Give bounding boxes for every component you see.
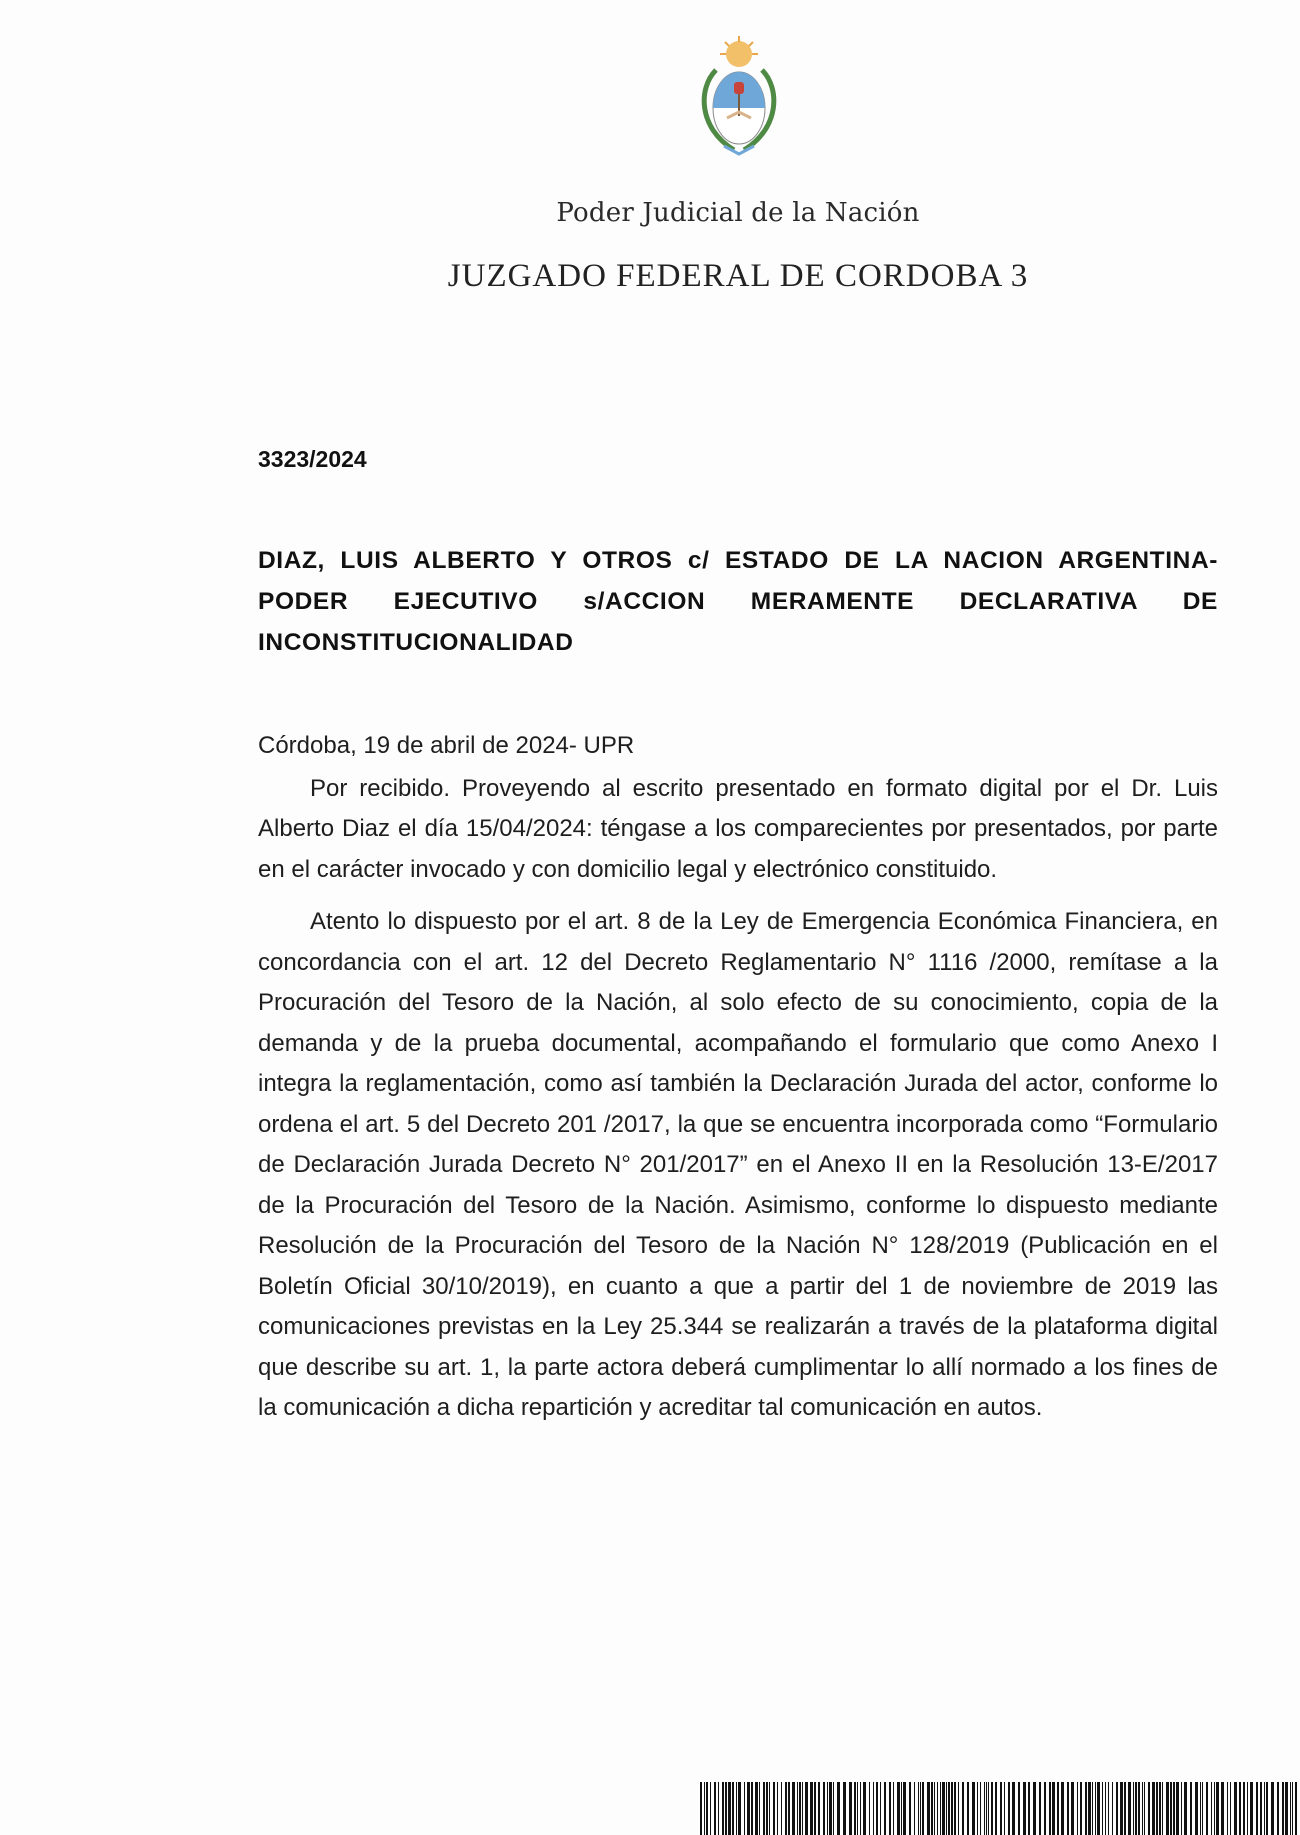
barcode-bar bbox=[1142, 1782, 1143, 1835]
barcode-bar bbox=[1092, 1782, 1093, 1835]
barcode-bar bbox=[1200, 1782, 1201, 1835]
barcode-bar bbox=[884, 1782, 886, 1835]
barcode-bar bbox=[873, 1782, 874, 1835]
barcode-bar bbox=[1221, 1782, 1224, 1835]
barcode-bar bbox=[889, 1782, 891, 1835]
barcode-bar bbox=[1095, 1782, 1096, 1835]
place-date: Córdoba, 19 de abril de 2024- UPR bbox=[258, 732, 635, 759]
barcode-bar bbox=[984, 1782, 985, 1835]
barcode-bar bbox=[1148, 1782, 1150, 1835]
barcode-bar bbox=[863, 1782, 866, 1835]
barcode-bar bbox=[1295, 1782, 1297, 1835]
barcode-bar bbox=[920, 1782, 921, 1835]
barcode-bar bbox=[1184, 1782, 1187, 1835]
barcode-bar bbox=[736, 1782, 737, 1835]
barcode-bar bbox=[837, 1782, 840, 1835]
barcode-bar bbox=[1085, 1782, 1087, 1835]
barcode-bar bbox=[1190, 1782, 1192, 1835]
barcode-bar bbox=[1264, 1782, 1265, 1835]
barcode-bar bbox=[977, 1782, 978, 1835]
barcode-bar bbox=[738, 1782, 741, 1835]
barcode-bar bbox=[732, 1782, 734, 1835]
barcode-bar bbox=[1156, 1782, 1158, 1835]
barcode-bar bbox=[1290, 1782, 1291, 1835]
barcode-bar bbox=[1071, 1782, 1074, 1835]
barcode-bar bbox=[769, 1782, 770, 1835]
barcode-bar bbox=[857, 1782, 858, 1835]
barcode-bar bbox=[1097, 1782, 1100, 1835]
barcode-bar bbox=[773, 1782, 775, 1835]
barcode-bar bbox=[914, 1782, 915, 1835]
barcode-bar bbox=[1102, 1782, 1103, 1835]
barcode-bar bbox=[1133, 1782, 1134, 1835]
barcode-bar bbox=[1250, 1782, 1253, 1835]
barcode-bar bbox=[823, 1782, 825, 1835]
barcode-bar bbox=[805, 1782, 808, 1835]
barcode-bar bbox=[940, 1782, 941, 1835]
barcode-bar bbox=[777, 1782, 778, 1835]
barcode-bar bbox=[1067, 1782, 1069, 1835]
barcode-bar bbox=[1170, 1782, 1172, 1835]
ribbon-icon bbox=[724, 146, 754, 154]
barcode-bar bbox=[1282, 1782, 1284, 1835]
barcode-bar bbox=[1077, 1782, 1078, 1835]
barcode-bar bbox=[922, 1782, 924, 1835]
barcode-bar bbox=[722, 1782, 724, 1835]
barcode-bar bbox=[1124, 1782, 1126, 1835]
barcode-bar bbox=[788, 1782, 790, 1835]
barcode-bar bbox=[1159, 1782, 1161, 1835]
barcode-bar bbox=[799, 1782, 801, 1835]
barcode-bar bbox=[880, 1782, 881, 1835]
barcode-bar bbox=[869, 1782, 870, 1835]
barcode-bar bbox=[1277, 1782, 1279, 1835]
barcode-bar bbox=[755, 1782, 758, 1835]
barcode-bar bbox=[1227, 1782, 1228, 1835]
barcode-bar bbox=[818, 1782, 820, 1835]
barcode-bar bbox=[860, 1782, 861, 1835]
barcode-bar bbox=[766, 1782, 768, 1835]
barcode-bar bbox=[725, 1782, 727, 1835]
barcode-bar bbox=[958, 1782, 959, 1835]
paragraph-received: Por recibido. Proveyendo al escrito presentado en formato digital por el Dr. Luis Alberto Diaz el día 15/04/2024: téngase a los comparecientes por presentados, por parte en el carácter invocado y con domicilio legal y electrónico constituido. bbox=[258, 774, 1218, 883]
barcode-bar bbox=[1173, 1782, 1175, 1835]
court-name: JUZGADO FEDERAL DE CORDOBA 3 bbox=[447, 258, 1029, 294]
barcode-bar bbox=[1202, 1782, 1203, 1835]
barcode-bar bbox=[728, 1782, 731, 1835]
barcode-bar bbox=[744, 1782, 745, 1835]
barcode-bar bbox=[827, 1782, 828, 1835]
barcode-bar bbox=[1239, 1782, 1241, 1835]
barcode-bar bbox=[1116, 1782, 1118, 1835]
barcode-bar bbox=[1023, 1782, 1026, 1835]
barcode-bar bbox=[1181, 1782, 1182, 1835]
barcode-bar bbox=[954, 1782, 956, 1835]
barcode-bar bbox=[937, 1782, 938, 1835]
barcode-bar bbox=[1112, 1782, 1113, 1835]
barcode-bar bbox=[1285, 1782, 1288, 1835]
barcode-bar bbox=[1052, 1782, 1055, 1835]
barcode-bar bbox=[1028, 1782, 1030, 1835]
barcode-bar bbox=[918, 1782, 919, 1835]
barcode-bar bbox=[942, 1782, 945, 1835]
barcode-bar bbox=[1000, 1782, 1002, 1835]
barcode-bar bbox=[1166, 1782, 1169, 1835]
barcode-bar bbox=[1206, 1782, 1208, 1835]
barcode-bar bbox=[1135, 1782, 1137, 1835]
barcode-bar bbox=[1088, 1782, 1091, 1835]
barcode-bar bbox=[810, 1782, 813, 1835]
barcode-bar bbox=[1061, 1782, 1064, 1835]
barcode-bar bbox=[700, 1782, 702, 1835]
barcode-bar bbox=[927, 1782, 930, 1835]
barcode-bar bbox=[785, 1782, 787, 1835]
barcode-bar bbox=[893, 1782, 894, 1835]
barcode-bar bbox=[1033, 1782, 1036, 1835]
barcode-bar bbox=[792, 1782, 795, 1835]
barcode-bar bbox=[991, 1782, 993, 1835]
barcode-bar bbox=[934, 1782, 935, 1835]
barcode-bar bbox=[980, 1782, 981, 1835]
barcode-bar bbox=[1105, 1782, 1106, 1835]
barcode-bar bbox=[948, 1782, 950, 1835]
barcode-bar bbox=[1162, 1782, 1163, 1835]
barcode-icon bbox=[700, 1782, 1300, 1835]
barcode-bar bbox=[1247, 1782, 1248, 1835]
barcode-bar bbox=[1292, 1782, 1293, 1835]
barcode-bar bbox=[946, 1782, 947, 1835]
barcode-bar bbox=[718, 1782, 719, 1835]
barcode-bar bbox=[1216, 1782, 1219, 1835]
case-number: 3323/2024 bbox=[258, 446, 367, 472]
barcode-bar bbox=[704, 1782, 705, 1835]
barcode-bar bbox=[1230, 1782, 1231, 1835]
barcode-bar bbox=[814, 1782, 816, 1835]
barcode-bar bbox=[972, 1782, 975, 1835]
barcode-bar bbox=[829, 1782, 832, 1835]
barcode-bar bbox=[854, 1782, 856, 1835]
barcode-bar bbox=[1018, 1782, 1020, 1835]
paragraph-procuracion: Atento lo dispuesto por el art. 8 de la Ley de Emergencia Económica Financiera, en concordancia con el art. 12 del Decreto Reglamentario N° 1116 /2000, remítase a la Procuración del Tesoro de la Nación, al solo efecto de su conocimiento, copia de la demanda y de la prueba documental, acompañando el formulario que como Anexo I integra la reglamentación, como así también la Declaración Jurada del actor, conforme lo ordena el art. 5 del Decreto 201 /2017, la que se encuentra incorporada como “Formulario de Declaración Jurada Decreto N° 201/2017” en el Anexo II en la Resolución 13-E/2017 de la Procuración del Tesoro de la Nación. Asimismo, conforme lo dispuesto mediante Resolución de la Procuración del Tesoro de la Nación N° 128/2019 (Publicación en el Boletín Oficial 30/10/2019), en cuanto a que a partir del 1 de noviembre de 2019 las comunicaciones previstas en la Ley 25.344 se realizarán a través de la plataforma digital que describe su art. 1, la parte actora deberá cumplimentar lo allí normado a los fines de la comunicación a dicha repartición y acreditar tal comunicación en autos. bbox=[258, 908, 1218, 1421]
barcode-bar bbox=[1211, 1782, 1212, 1835]
barcode-bar bbox=[706, 1782, 708, 1835]
resolution-body bbox=[258, 726, 1218, 1441]
coat-of-arms-icon bbox=[694, 36, 784, 160]
barcode-bar bbox=[1152, 1782, 1155, 1835]
barcode-bar bbox=[1138, 1782, 1140, 1835]
sun-icon bbox=[720, 36, 758, 67]
barcode-bar bbox=[988, 1782, 989, 1835]
barcode-bar bbox=[1144, 1782, 1145, 1835]
barcode-bar bbox=[714, 1782, 716, 1835]
barcode-bar bbox=[1266, 1782, 1268, 1835]
barcode-bar bbox=[1195, 1782, 1198, 1835]
barcode-bar bbox=[909, 1782, 911, 1835]
barcode-bar bbox=[1214, 1782, 1215, 1835]
barcode-bar bbox=[1108, 1782, 1109, 1835]
barcode-bar bbox=[1012, 1782, 1015, 1835]
barcode-bar bbox=[843, 1782, 846, 1835]
barcode-bar bbox=[897, 1782, 900, 1835]
barcode-bar bbox=[849, 1782, 852, 1835]
barcode-bar bbox=[1234, 1782, 1237, 1835]
barcode-bar bbox=[962, 1782, 964, 1835]
barcode-bar bbox=[1044, 1782, 1046, 1835]
barcode-bar bbox=[1243, 1782, 1245, 1835]
barcode-bar bbox=[967, 1782, 969, 1835]
barcode-bar bbox=[833, 1782, 834, 1835]
barcode-bar bbox=[1128, 1782, 1131, 1835]
barcode-bar bbox=[995, 1782, 997, 1835]
barcode-bar bbox=[751, 1782, 753, 1835]
barcode-bar bbox=[1176, 1782, 1179, 1835]
barcode-bar bbox=[1039, 1782, 1041, 1835]
barcode-bar bbox=[1049, 1782, 1051, 1835]
barcode-bar bbox=[931, 1782, 933, 1835]
barcode-bar bbox=[903, 1782, 906, 1835]
barcode-bar bbox=[1057, 1782, 1059, 1835]
barcode-bar bbox=[901, 1782, 902, 1835]
barcode-bar bbox=[1008, 1782, 1010, 1835]
barcode-bar bbox=[986, 1782, 987, 1835]
shield-icon bbox=[713, 72, 765, 144]
barcode-bar bbox=[1256, 1782, 1258, 1835]
barcode-bar bbox=[763, 1782, 765, 1835]
barcode-bar bbox=[1260, 1782, 1262, 1835]
barcode-bar bbox=[876, 1782, 878, 1835]
barcode-bar bbox=[802, 1782, 803, 1835]
barcode-bar bbox=[1120, 1782, 1123, 1835]
case-caption: DIAZ, LUIS ALBERTO Y OTROS c/ ESTADO DE LA NACION ARGENTINA-PODER EJECUTIVO s/ACCION MERAMENTE DECLARATIVA DE INCONSTITUCIONALIDAD bbox=[258, 547, 1218, 656]
barcode-bar bbox=[1080, 1782, 1082, 1835]
barcode-bar bbox=[1271, 1782, 1274, 1835]
barcode-bar bbox=[710, 1782, 711, 1835]
barcode-bar bbox=[759, 1782, 760, 1835]
barcode-bar bbox=[747, 1782, 750, 1835]
barcode-bar bbox=[797, 1782, 798, 1835]
barcode-bar bbox=[1004, 1782, 1005, 1835]
barcode-bar bbox=[951, 1782, 953, 1835]
barcode-bar bbox=[781, 1782, 782, 1835]
institution-name: Poder Judicial de la Nación bbox=[556, 198, 920, 228]
